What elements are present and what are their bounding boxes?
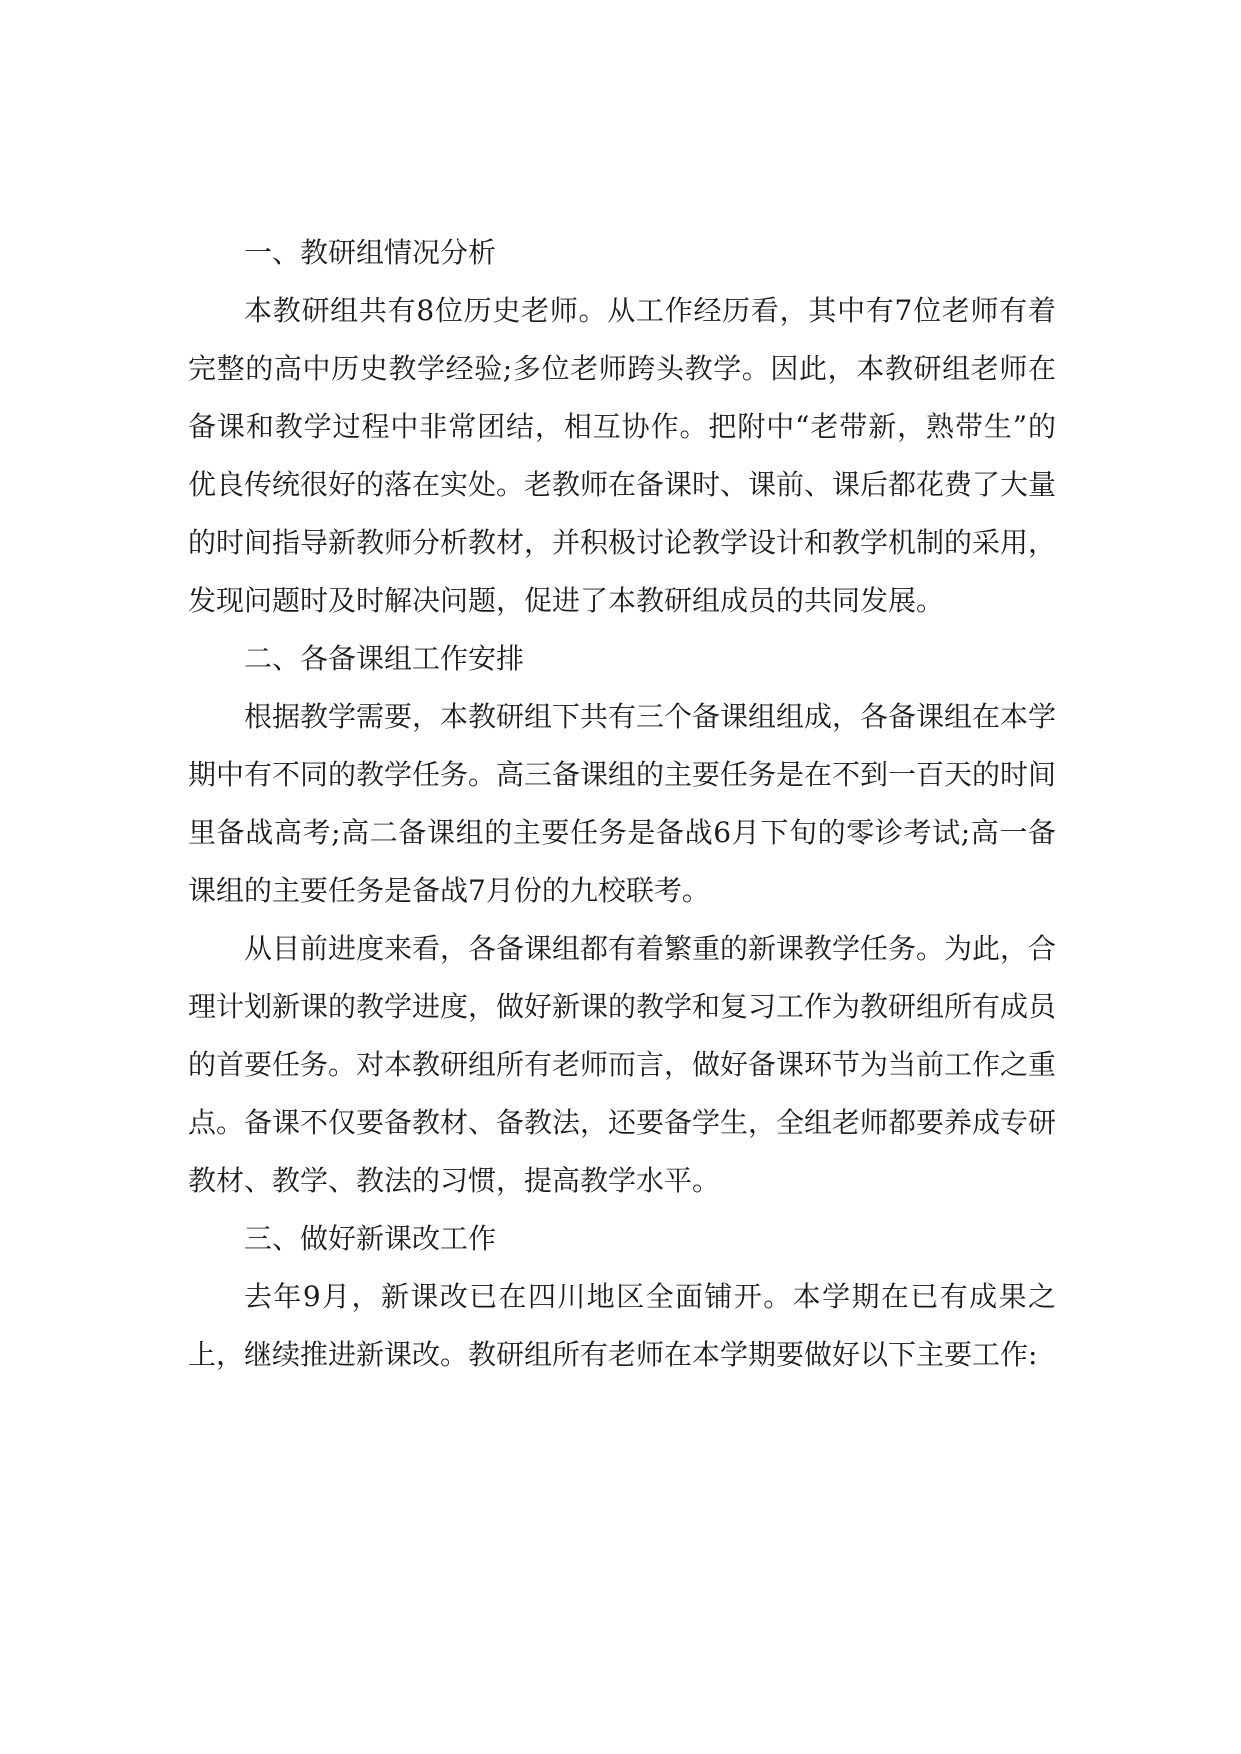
section-heading-2: 二、各备课组工作安排 — [244, 642, 525, 675]
document-body — [188, 224, 1056, 1384]
paragraph-3: 从目前进度来看，各备课组都有着繁重的新课教学任务。为此，合理计划新课的教学进度，做好新课的教学和复习工作为教研组所有成员的首要任务。对本教研组所有老师而言，做好备课环节为当前工作之重点。备课不仅要备教材、备教法，还要备学生，全组老师都要养成专研教材、教学、教法的习惯，提高教学水平。 — [188, 932, 1057, 1197]
paragraph-1: 本教研组共有8位历史老师。从工作经历看，其中有7位老师有着完整的高中历史教学经验;多位老师跨头教学。因此，本教研组老师在备课和教学过程中非常团结，相互协作。把附中“老带新，熟带生”的优良传统很好的落在实处。老教师在备课时、课前、课后都花费了大量的时间指导新教师分析教材，并积极讨论教学设计和教学机制的采用，发现问题时及时解决问题，促进了本教研组成员的共同发展。 — [188, 294, 1057, 617]
paragraph-4: 去年9月，新课改已在四川地区全面铺开。本学期在已有成果之上，继续推进新课改。教研组所有老师在本学期要做好以下主要工作: — [188, 1280, 1056, 1371]
paragraph-2: 根据教学需要，本教研组下共有三个备课组组成，各备课组在本学期中有不同的教学任务。高三备课组的主要任务是在不到一百天的时间里备战高考;高二备课组的主要任务是备战6月下旬的零诊考试;高一备课组的主要任务是备战7月份的九校联考。 — [188, 700, 1057, 907]
section-heading-3: 三、做好新课改工作 — [244, 1222, 497, 1255]
section-heading-1: 一、教研组情况分析 — [244, 236, 497, 269]
